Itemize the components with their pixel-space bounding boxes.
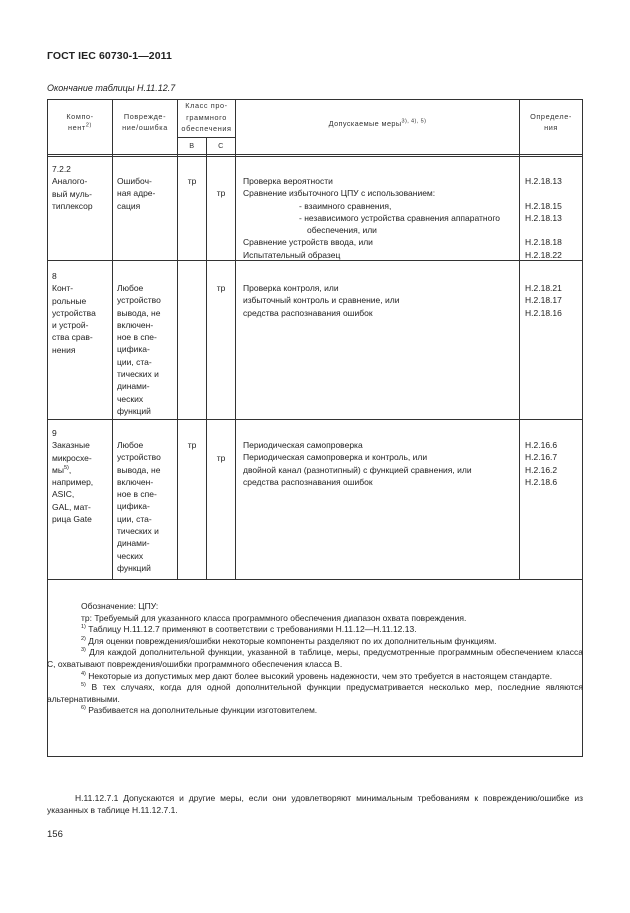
row1-fault: Ошибоч- ная адре- сация <box>117 176 156 211</box>
footnote-3: $^{3)}$ Для каждой дополнительной функции, указанной в таблице, меры, предусмотренные программным обеспечением класса С, охватывают повреждения/ошибки программного обеспечения класса В. <box>47 647 583 669</box>
footnote-4: $^{4)}$ Некоторые из допустимых мер дают более высокий уровень надежности, чем это требуется в настоящем стандарте. <box>81 670 553 681</box>
table-caption: Окончание таблицы Н.11.12.7 <box>47 83 176 93</box>
row2-fault: Любое устройство вывода, не включен- ное в спе- цифика- ции, ста- тических и динами- ческих функций <box>117 283 161 416</box>
row2-component: 8 Конт- рольные устройства и устрой- ства срав- нения <box>52 271 96 355</box>
header-measures: Допускаемые меры$^{3), 4), 5)}$ <box>328 118 427 128</box>
footnote-6: $^{6)}$ Разбивается на дополнительные функции изготовителем. <box>81 705 318 716</box>
footnote-2: $^{2)}$ Для оценки повреждения/ошибки некоторые компоненты разделяют по их дополнительным функциям. <box>81 635 497 646</box>
row3-definitions: Н.2.16.6 Н.2.16.7 Н.2.16.2 Н.2.18.6 <box>525 440 558 487</box>
table-notes <box>47 601 583 717</box>
row3-fault: Любое устройство вывода, не включен- ное в спе- цифика- ции, ста- тических и динами- ческих функций <box>117 440 161 573</box>
footnote-5: $^{5)}$ В тех случаях, когда для одной дополнительной функции предусматривается несколько мер, последние являются альтернативными. <box>47 682 583 704</box>
row1-measures: Проверка вероятности Сравнение избыточного ЦПУ с использованием: - взаимного сравнения, - независимого устройства сравнения аппаратного обеспечения, или Сравнение устройств ввода, или Испытательный образец <box>243 176 500 260</box>
legend-title: Обозначение: ЦПУ: <box>81 601 159 611</box>
document-header: ГОСТ IEC 60730-1—2011 <box>47 50 172 62</box>
legend-tr: тр: Требуемый для указанного класса программного обеспечения диапазон охвата повреждения. <box>81 612 467 623</box>
header-definitions: Определе- ния <box>530 112 572 132</box>
row3-measures: Периодическая самопроверка Периодическая самопроверка и контроль, или двойной канал (разнотипный) с функцией сравнения, или средства распознавания ошибок <box>243 440 472 487</box>
row2-measures: Проверка контроля, или избыточный контроль и сравнение, или средства распознавания ошибок <box>243 283 400 318</box>
header-class-c: С <box>218 141 224 150</box>
row1-component: 7.2.2 Аналого- вый муль- типлексор <box>52 164 93 211</box>
footnote-1: $^{1)}$ Таблицу Н.11.12.7 применяют в соответствии с требованиями Н.11.12—Н.11.12.13. <box>81 624 417 635</box>
header-software-class: Класс про- граммного обеспечения <box>181 101 232 133</box>
header-component: Компо- нент$^{2)}$ <box>66 112 94 132</box>
row3-class-c: тр <box>216 453 226 463</box>
row1-definitions: Н.2.18.13 Н.2.18.15 Н.2.18.13 Н.2.18.18 Н.2.18.22 <box>525 176 562 260</box>
row2-definitions: Н.2.18.21 Н.2.18.17 Н.2.18.16 <box>525 283 562 318</box>
row3-class-b: тр <box>187 440 197 450</box>
body-paragraph: Н.11.12.7.1 Допускаются и другие меры, если они удовлетворяют минимальным требованиям к повреждению/ошибке из указанных в таблице Н.11.12.7.1. <box>47 793 583 815</box>
requirements-table <box>47 99 583 757</box>
row3-component: 9 Заказные микросхе- $мы^{5)}$, например, ASIC, GAL, мат- рица Gate <box>52 428 94 525</box>
header-class-b: В <box>189 141 195 150</box>
header-fault: Поврежде- ние/ошибка <box>122 112 168 132</box>
row1-class-c: тр <box>216 188 226 198</box>
page-number: 156 <box>47 829 63 840</box>
row2-class-c: тр <box>216 283 226 293</box>
row1-class-b: тр <box>187 176 197 186</box>
